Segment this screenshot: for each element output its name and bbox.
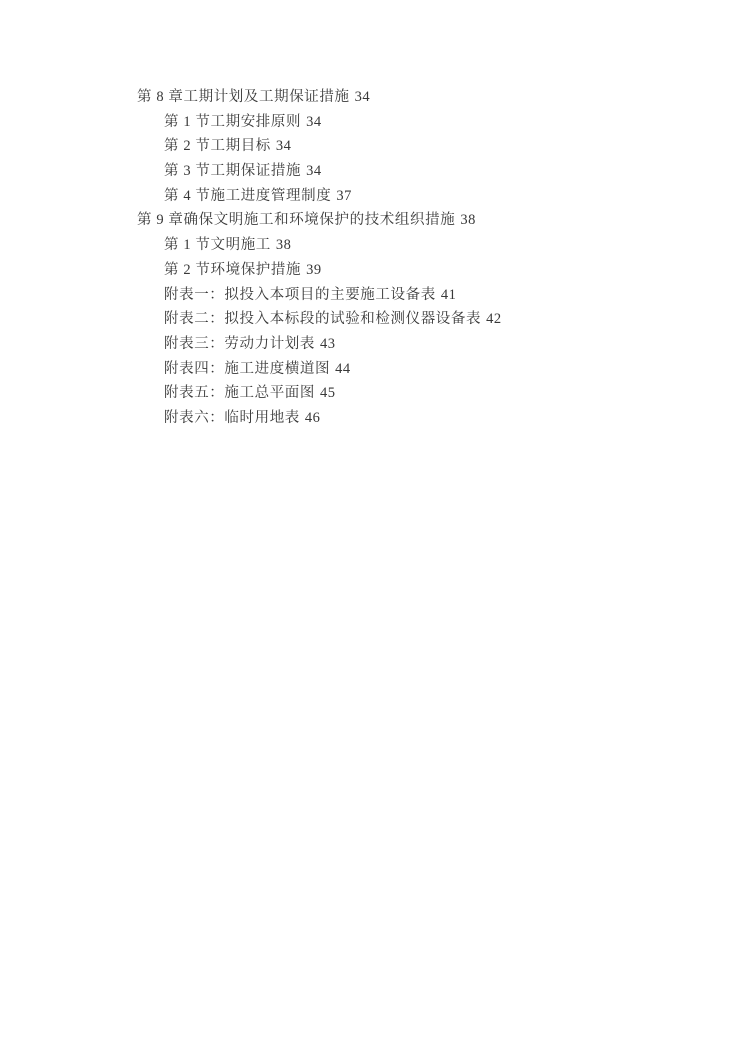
toc-entry-title: 附表六：临时用地表	[164, 409, 300, 426]
toc-entry-title: 附表四：施工进度横道图	[164, 360, 331, 377]
toc-entry-page-number: 38	[275, 237, 292, 254]
toc-entry-title: 第 3 节工期保证措施	[164, 163, 302, 180]
toc-entry-appendix-3	[137, 332, 697, 357]
toc-entry-page-number: 42	[486, 311, 502, 328]
toc-entry-page-number: 39	[306, 261, 322, 278]
toc-entry-appendix-5	[137, 381, 697, 406]
toc-entry-title: 附表二：拟投入本标段的试验和检测仪器设备表	[164, 311, 482, 328]
toc-entry-appendix-1	[137, 283, 697, 308]
toc-entry-title: 附表五：施工总平面图	[164, 385, 315, 402]
toc-entry-title: 第 1 节工期安排原则	[164, 113, 302, 130]
toc-entry-title: 第 9 章确保文明施工和环境保护的技术组织措施	[137, 212, 456, 229]
toc-entry-page-number: 34	[354, 89, 371, 105]
toc-entry-page-number: 45	[320, 385, 336, 402]
toc-entry-page-number: 44	[335, 360, 351, 377]
toc-entry-title: 第 4 节施工进度管理制度	[164, 187, 332, 204]
toc-entry-appendix-2	[137, 307, 697, 332]
toc-entry-section	[137, 134, 697, 159]
toc-entry-title: 第 2 节工期目标	[164, 138, 271, 155]
toc-entry-page-number: 34	[275, 138, 292, 155]
toc-entry-section	[137, 233, 697, 258]
toc-entry-title: 第 8 章工期计划及工期保证措施	[137, 89, 350, 105]
toc-entry-section	[137, 184, 697, 209]
toc-entry-title: 附表一：拟投入本项目的主要施工设备表	[164, 286, 436, 303]
toc-entry-section	[137, 258, 697, 283]
toc-entry-page-number: 34	[306, 113, 322, 130]
toc-entry-section	[137, 110, 697, 135]
toc-entry-chapter-8	[137, 85, 697, 110]
toc-entry-appendix-4	[137, 357, 697, 382]
toc-entry-page-number: 34	[306, 163, 322, 180]
toc-entry-title: 第 1 节文明施工	[164, 237, 271, 254]
toc-entry-title: 第 2 节环境保护措施	[164, 261, 302, 278]
toc-entry-appendix-6	[137, 406, 697, 431]
toc-entry-chapter-9	[137, 208, 697, 233]
toc-entry-title: 附表三：劳动力计划表	[164, 335, 315, 352]
table-of-contents	[137, 85, 697, 431]
toc-entry-section	[137, 159, 697, 184]
toc-entry-page-number: 41	[440, 286, 457, 303]
toc-entry-page-number: 46	[304, 409, 321, 426]
toc-entry-page-number: 37	[336, 187, 352, 204]
toc-entry-page-number: 38	[460, 212, 476, 229]
toc-entry-page-number: 43	[320, 335, 336, 352]
